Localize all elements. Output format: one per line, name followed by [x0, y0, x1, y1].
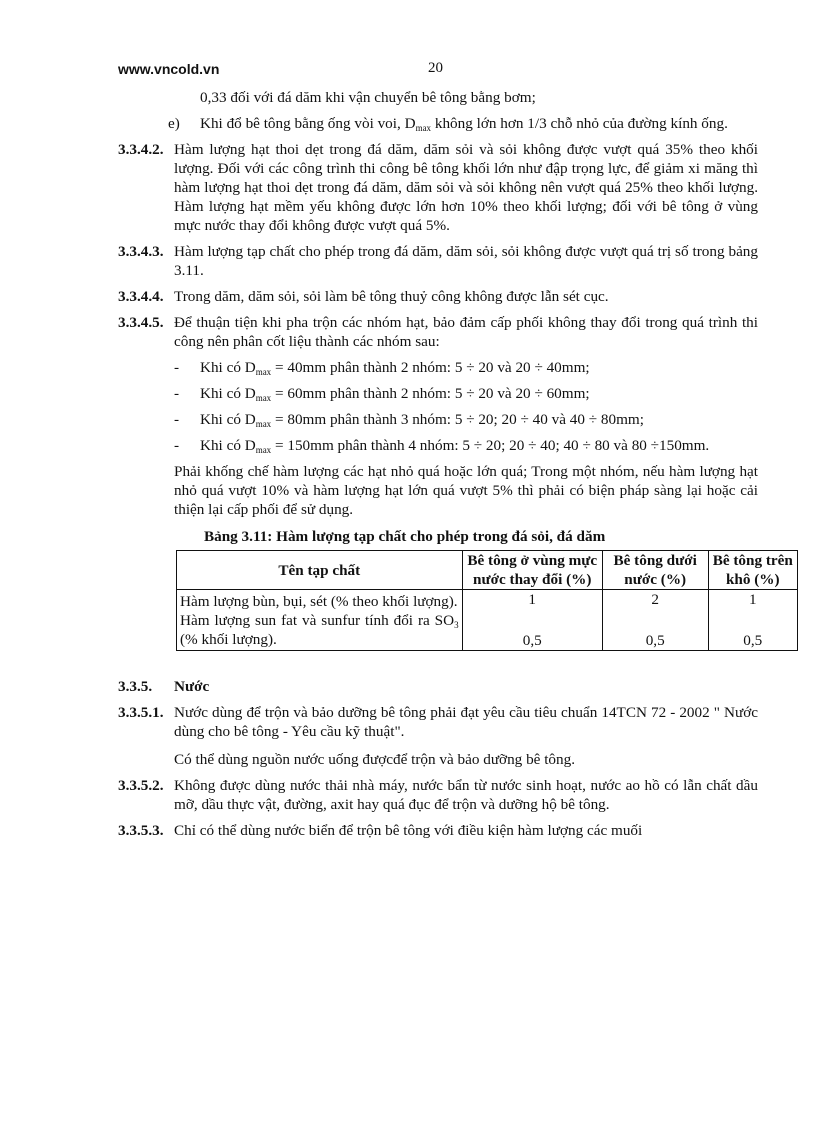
clause-3342 — [118, 140, 758, 235]
dash-post: = 40mm phân thành 2 nhóm: 5 ÷ 20 và 20 ÷ 40mm; — [271, 359, 590, 376]
table-cell-value — [708, 590, 797, 651]
clause-number: 3.3.4.3. — [118, 243, 164, 260]
section-heading — [118, 677, 758, 696]
dash-pre: Khi có D — [200, 437, 256, 454]
dash-post: = 60mm phân thành 2 nhóm: 5 ÷ 20 và 20 ÷ 60mm; — [271, 385, 590, 402]
dash-text — [200, 436, 758, 455]
row2-name — [180, 611, 459, 649]
row2-name-sub: 3 — [454, 620, 459, 630]
clause-text: Để thuận tiện khi pha trộn các nhóm hạt, bảo đảm cấp phối không thay đổi trong quá trình thi công nên phân cốt liệu thành các nhóm sau: — [174, 314, 758, 350]
dash-mark: - — [174, 359, 180, 376]
item-e-sub: max — [415, 123, 432, 133]
table-cell-value — [462, 590, 602, 651]
dash-sub: max — [255, 419, 272, 429]
impurity-table — [176, 550, 798, 651]
table-header-row — [177, 551, 798, 590]
section-title: Nước — [174, 678, 210, 695]
table-header: Bê tông ở vùng mực nước thay đổi (%) — [462, 551, 602, 590]
row2-value: 0,5 — [743, 632, 763, 649]
clause-3351-extra: Có thể dùng nguồn nước uống đượcđể trộn và bảo dưỡng bê tông. — [174, 751, 575, 768]
table-cell-value — [602, 590, 708, 651]
dash-post: = 150mm phân thành 4 nhóm: 5 ÷ 20; 20 ÷ 40; 40 ÷ 80 và 80 ÷150mm. — [271, 437, 710, 454]
clause-number: 3.3.4.5. — [118, 314, 164, 331]
dash-pre: Khi có D — [200, 385, 256, 402]
dash-text — [200, 384, 758, 403]
page-number: 20 — [428, 60, 443, 76]
dash-item-3 — [118, 410, 758, 429]
dash-mark: - — [174, 437, 180, 454]
clause-3352 — [118, 776, 758, 814]
dash-text — [200, 410, 758, 429]
clause-3344 — [118, 287, 758, 306]
dash-pre: Khi có D — [200, 411, 256, 428]
item-e-post: không lớn hơn 1/3 chỗ nhỏ của đường kính ống. — [431, 115, 728, 132]
row1-value: 1 — [528, 591, 537, 608]
clause-number: 3.3.4.2. — [118, 141, 164, 158]
dash-mark: - — [174, 385, 180, 402]
row2-name-pre: Hàm lượng sun fat và sunfur tính đổi ra SO — [180, 612, 455, 629]
clause-text: Không được dùng nước thải nhà máy, nước bẩn từ nước sinh hoạt, nước ao hồ có lẫn chất dầu mỡ, dầu thực vật, đường, axit hay quá đục để trộn và dưỡng hộ bê tông. — [174, 777, 758, 813]
clause-number: 3.3.5.1. — [118, 704, 164, 721]
dash-sub: max — [255, 445, 272, 455]
item-e-pre: Khi đổ bê tông bằng ống vòi voi, D — [200, 115, 416, 132]
dash-text — [200, 358, 758, 377]
item-e — [118, 114, 758, 133]
clause-number: 3.3.4.4. — [118, 288, 164, 305]
clause-text: Chỉ có thể dùng nước biển để trộn bê tông với điều kiện hàm lượng các muối — [174, 822, 643, 839]
row2-value: 0,5 — [522, 632, 542, 649]
body-text — [118, 88, 793, 840]
table-header: Bê tông dưới nước (%) — [602, 551, 708, 590]
section-number: 3.3.5. — [118, 678, 153, 695]
dash-sub: max — [255, 367, 272, 377]
row2-value: 0,5 — [645, 632, 665, 649]
dash-post: = 80mm phân thành 3 nhóm: 5 ÷ 20; 20 ÷ 40 và 40 ÷ 80mm; — [271, 411, 644, 428]
clause-number: 3.3.5.2. — [118, 777, 164, 794]
dash-item-2 — [118, 384, 758, 403]
control-paragraph: Phải khống chế hàm lượng các hạt nhỏ quá hoặc lớn quá; Trong một nhóm, nếu hàm lượng hạt nhỏ quá vượt 10% và hàm lượng hạt lớn quá vượt 5% thì phải có biện pháp sàng lại hoặc cải thiện lại cấp phối để sử dụng. — [174, 463, 758, 518]
clause-3351 — [118, 703, 758, 741]
row1-value: 1 — [748, 591, 757, 608]
row2-name-post: (% khối lượng). — [180, 631, 277, 648]
clause-3343 — [118, 242, 758, 280]
dash-item-4 — [118, 436, 758, 455]
item-d-continuation: 0,33 đối với đá dăm khi vận chuyển bê tông bằng bơm; — [200, 89, 536, 106]
clause-text: Nước dùng để trộn và bảo dưỡng bê tông phải đạt yêu cầu tiêu chuẩn 14TCN 72 - 2002 " Nước dùng cho bê tông - Yêu cầu kỹ thuật". — [174, 704, 758, 740]
clause-3353 — [118, 821, 758, 840]
dash-mark: - — [174, 411, 180, 428]
row1-name: Hàm lượng bùn, bụi, sét (% theo khối lượng). — [180, 593, 458, 610]
item-e-text — [200, 114, 758, 133]
table-row — [177, 590, 798, 651]
dash-pre: Khi có D — [200, 359, 256, 376]
table-header: Tên tạp chất — [177, 551, 463, 590]
site-url: www.vncold.vn — [118, 61, 220, 77]
item-e-label: e) — [168, 115, 180, 132]
dash-item-1 — [118, 358, 758, 377]
clause-text: Hàm lượng hạt thoi dẹt trong đá dăm, dăm sỏi và sỏi không được vượt quá 35% theo khối lượng. Đối với các công trình thi công bê tông khối lớn như đập trọng lực, để giảm xi măng thì hàm lượng hạt thoi dẹt trong đá dăm, dăm sỏi và sỏi không nên vượt quá 25% theo khối lượng. Hàm lượng hạt mềm yếu không được lớn hơn 10% theo khối lượng; đối với bê tông ở vùng mực nước thay đổi không được vượt quá 5%. — [174, 141, 758, 234]
clause-text: Hàm lượng tạp chất cho phép trong đá dăm, dăm sỏi, sỏi không được vượt quá trị số trong bảng 3.11. — [174, 243, 758, 279]
dash-sub: max — [255, 393, 272, 403]
clause-text: Trong dăm, dăm sỏi, sỏi làm bê tông thuỷ công không được lẫn sét cục. — [174, 288, 609, 305]
table-cell-name — [177, 590, 463, 651]
clause-3345 — [118, 313, 758, 351]
row1-value: 2 — [651, 591, 659, 608]
table-title: Bảng 3.11: Hàm lượng tạp chất cho phép trong đá sỏi, đá dăm — [204, 528, 606, 545]
table-header: Bê tông trên khô (%) — [708, 551, 797, 590]
clause-number: 3.3.5.3. — [118, 822, 164, 839]
